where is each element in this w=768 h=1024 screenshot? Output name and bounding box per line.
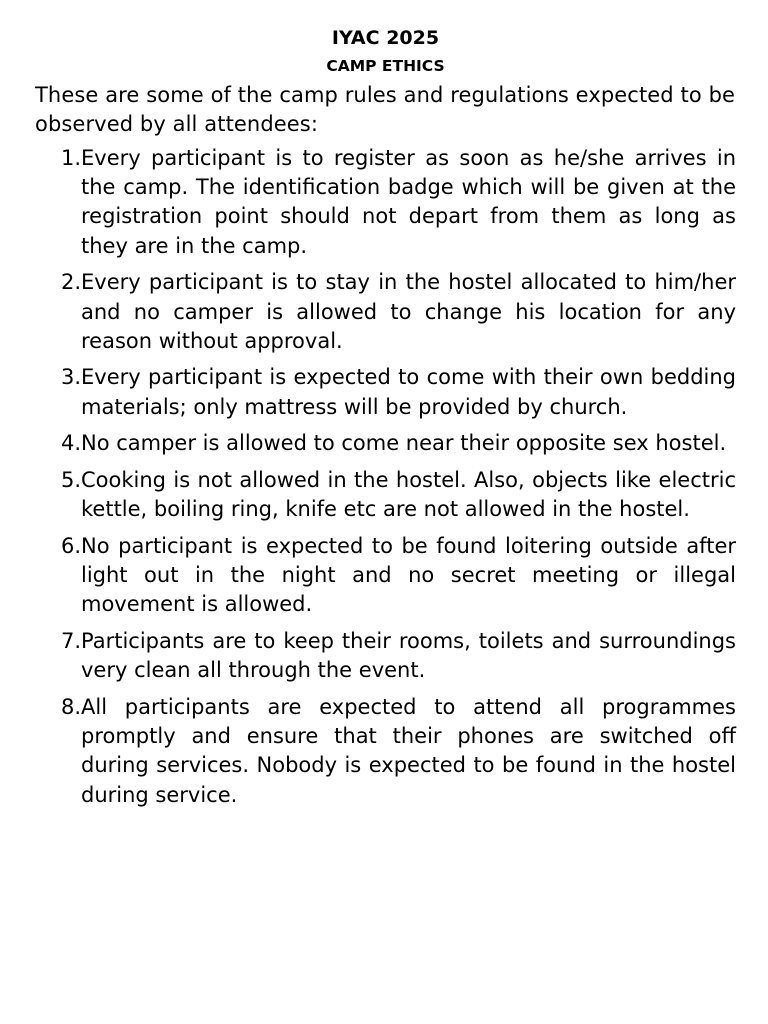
- list-item-number: 7.: [60, 629, 81, 654]
- list-item-number: 8.: [60, 694, 81, 719]
- list-item: [35, 363, 736, 421]
- document-subtitle: CAMP ETHICS: [326, 57, 445, 75]
- list-item-text: Cooking is not allowed in the hostel. Also, objects like electric kettle, boiling ring, knife etc are not allowed in the hostel.: [81, 468, 736, 522]
- list-item-number: 5.: [60, 468, 81, 493]
- list-item-text: Every participant is to stay in the hostel allocated to him/her and no camper is allowed to change his location for any reason without approval.: [81, 270, 736, 353]
- list-item: [35, 532, 736, 620]
- list-item-number: 3.: [60, 365, 81, 390]
- list-item-text: Participants are to keep their rooms, toilets and surroundings very clean all through the event.: [81, 629, 736, 683]
- document-title: IYAC 2025: [331, 27, 440, 49]
- list-item: [35, 268, 736, 356]
- list-item-number: 4.: [60, 431, 81, 456]
- list-item: [35, 466, 736, 524]
- list-item-text: All participants are expected to attend all programmes promptly and ensure that their phones are switched off during services. Nobody is expected to be found in the hostel during service.: [81, 694, 736, 807]
- list-item-text: No participant is expected to be found loitering outside after light out in the night and no secret meeting or illegal movement is allowed.: [81, 533, 736, 617]
- list-item-text: Every participant is expected to come with their own bedding materials; only mattress will be provided by church.: [81, 365, 736, 419]
- list-item: [35, 627, 736, 685]
- list-item: [35, 144, 736, 261]
- list-item-text: Every participant is to register as soon as he/she arrives in the camp. The identification badge which will be given at the registration point should not depart from them as long as they are in the camp.: [81, 146, 736, 258]
- list-item-number: 2.: [60, 270, 81, 295]
- rules-list: [35, 144, 736, 810]
- list-item-number: 6.: [60, 533, 81, 558]
- list-item: [35, 429, 736, 458]
- list-item-number: 1.: [60, 146, 81, 170]
- intro-paragraph: These are some of the camp rules and regulations expected to be observed by all attendees:: [35, 83, 736, 136]
- list-item: [35, 693, 736, 810]
- list-item-text: No camper is allowed to come near their opposite sex hostel.: [81, 431, 727, 456]
